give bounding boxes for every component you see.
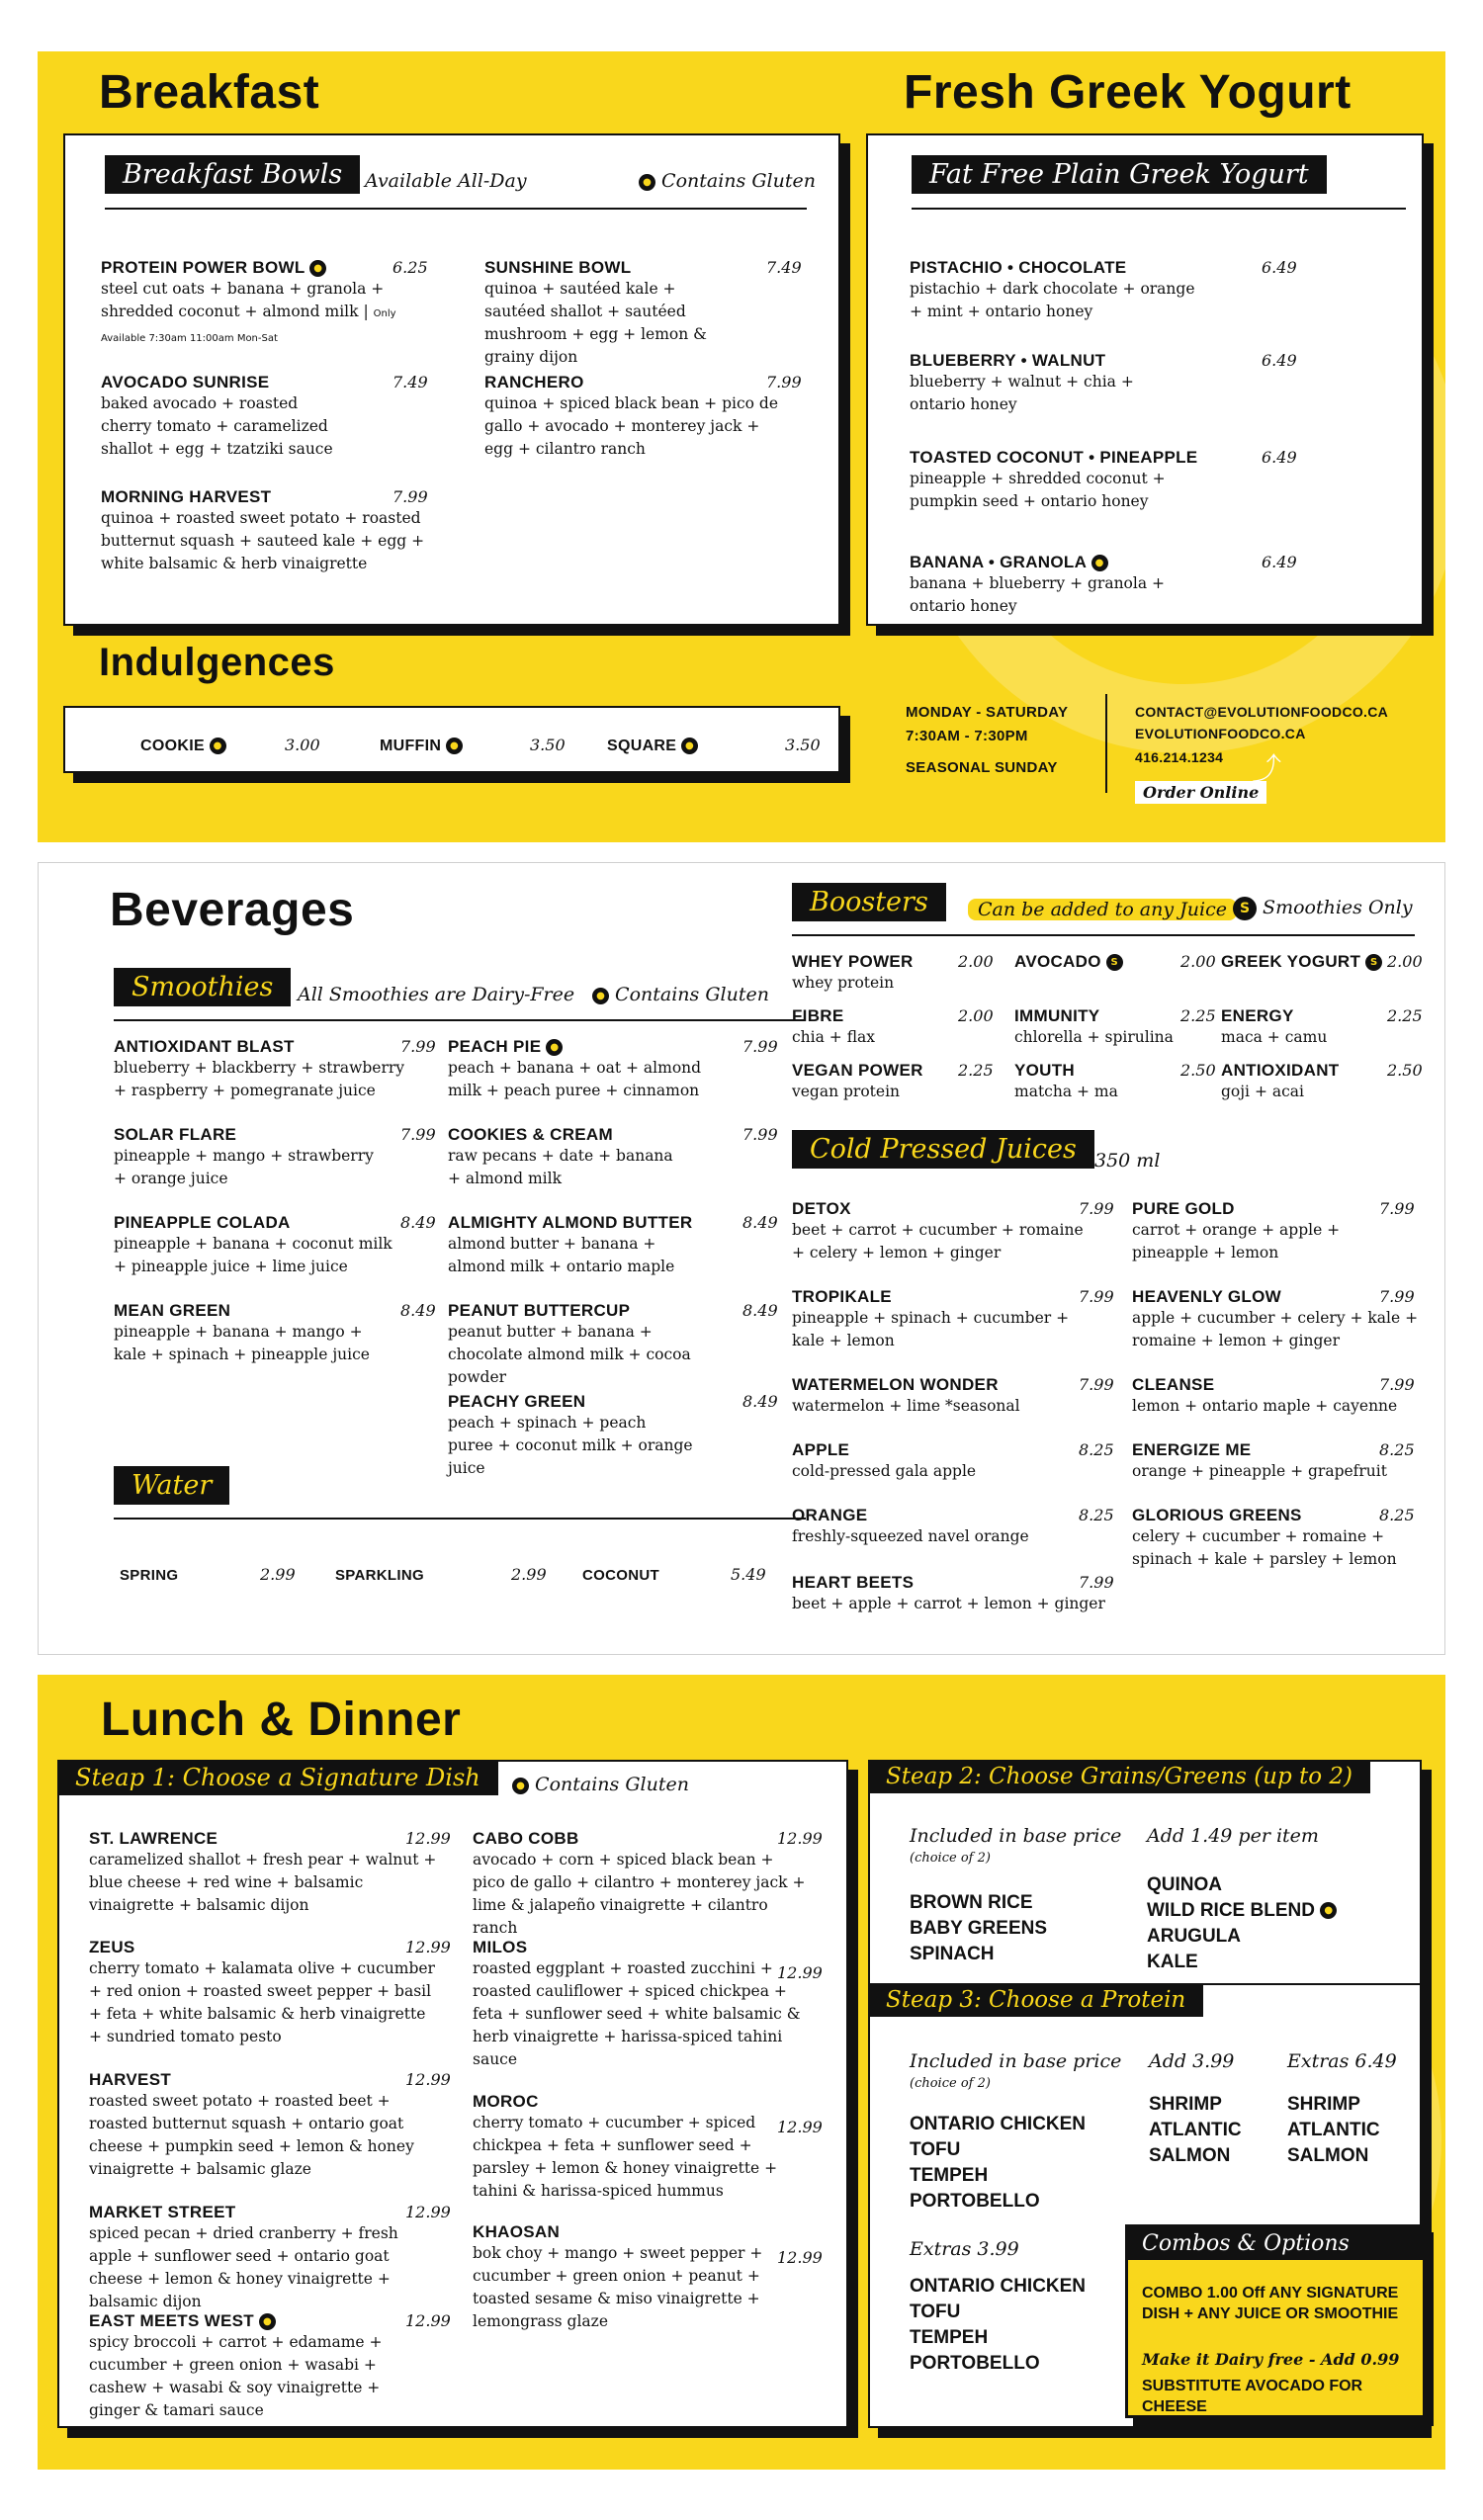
combo-deal: COMBO 1.00 Off ANY SIGNATURE DISH + ANY JUICE OR SMOOTHIE xyxy=(1142,2285,1399,2322)
dish-item: KHAOSAN 12.99 bok choy + mango + sweet pepper + cucumber + green onion + peanut + toasted sesame & miso vinaigrette + lemongrass glaze xyxy=(473,2222,823,2330)
dairy-free-option: Make it Dairy free - Add 0.99 xyxy=(1142,2350,1400,2369)
smoothies-only-legend: S Smoothies Only xyxy=(1233,897,1413,920)
dish-item: EAST MEETS WEST ● 12.99 spicy broccoli + carrot + edamame + cucumber + green onion + wasabi + cashew + wasabi & soy vinaigrette + ginger & tamari sauce xyxy=(89,2311,451,2419)
beverages-panel: Beverages Smoothies All Smoothies are Dairy-Free ● Contains Gluten ANTIOXIDANT BLAST 7.99 blueberry + blackberry + strawberry + raspberry + pomegranate juice SOLAR FLARE 7.99 pineapple + mango + strawberry + orange juice PINEAPPLE COLADA 8.49 pineapple + banana + coconut milk + pineapple juice + lime juice MEAN GREEN 8.49 pineapple + banana + mango + kale + spinach + pineapple juice PEACH PIE ● 7.99 peach + banana + oat + almond milk + peach puree + cinnamon COOKIES & CREAM 7.99 raw pecans + date + banana + almond milk ALMIGHTY ALMOND BUTTER 8.49 almond butter + banana + almond milk + ontario maple PEANUT BUTTERCUP 8.49 peanut butter + banana + chocolate almond milk + cocoa powder PEACHY GREEN 8.49 peach + spinach + peach puree + coconut milk + orange juice Water SPRING 2.99 SPARKLING 2.99 COCONUT 5.49 Boosters Can be added to any Juice S Smoothies Only WHEY POWER 2.00 whey protein FIBRE 2.00 chia + flax VEGAN POWER 2.25 vegan protein AVOCADO S 2.00 IMMUNITY 2.25 chlorella + spirulina YOUTH 2.50 matcha + ma GREEK YOGURT S 2.00 ENERGY 2.25 maca + camu ANTIOXIDANT 2.50 goji + acai Cold Pressed Juices 350 ml DETOX 7.99 beet + carrot + cucumber + romaine + celery + lemon + ginger TROPIKALE 7.99 pineapple + spinach + cucumber + kale + lemon WATERMELON WONDER 7.99 watermelon + lime *seasonal APPLE 8.25 cold-pressed gala apple ORANGE 8.25 freshly-squeezed navel orange HEART BEETS 7.99 beet + apple + carrot + lemon + ginger PURE GOLD 7.99 carrot + orange + apple + pineapple + lemon HEAVENLY GLOW 7.99 apple + cucumber + celery + kale + romaine + lemon + ginger CLEANSE 7.99 lemon + ontario maple + cayenne ENERGIZE ME 8.25 orange + pineapple + grapefruit GLORIOUS GREENS 8.25 celery + cucumber + romaine + spinach + kale + parsley + lemon xyxy=(38,862,1445,1655)
menu-item: BANANA • GRANOLA ● 6.49 banana + blueberry + granola + ontario honey xyxy=(910,553,1297,615)
extra649-proteins-list: SHRIMP ATLANTIC SALMON xyxy=(1287,2094,1380,2166)
step2-tag: Steap 2: Choose Grains/Greens (up to 2) xyxy=(868,1760,1370,1793)
signature-dish-box xyxy=(57,1760,848,2428)
booster-item: ENERGY 2.25 maca + camu xyxy=(1221,1006,1423,1046)
juice-item: HEART BEETS 7.99 beet + apple + carrot + lemon + ginger xyxy=(792,1573,1114,1612)
lunch-title: Lunch & Dinner xyxy=(101,1694,462,1746)
add-399: Add 3.99 xyxy=(1149,2050,1235,2072)
dish-item: MOROC 12.99 cherry tomato + cucumber + spiced chickpea + feta + sunflower seed + parsley + lemon & honey vinaigrette + tahini & harissa-spiced hummus xyxy=(473,2092,823,2200)
juice-item: WATERMELON WONDER 7.99 watermelon + lime *seasonal xyxy=(792,1375,1114,1415)
gluten-icon: ● xyxy=(446,738,463,754)
dish-item: MARKET STREET 12.99 spiced pecan + dried cranberry + fresh apple + sunflower seed + ontario goat cheese + lemon & honey vinaigrette + balsamic dijon xyxy=(89,2203,451,2310)
included-base-price: Included in base price xyxy=(910,1825,1122,1847)
extras-649: Extras 6.49 xyxy=(1287,2050,1397,2072)
dish-item: ST. LAWRENCE 12.99 caramelized shallot + fresh pear + walnut + blue cheese + red wine + balsamic vinaigrette + balsamic dijon xyxy=(89,1829,451,1914)
smoothie-only-icon: S xyxy=(1106,954,1123,971)
contains-gluten-legend: ● Contains Gluten xyxy=(512,1774,689,1795)
gluten-icon: ● xyxy=(512,1778,529,1794)
extra-grains-list: QUINOA WILD RICE BLEND ● ARUGULA KALE xyxy=(1147,1872,1337,1975)
gluten-icon: ● xyxy=(210,738,226,754)
smoothie-only-icon: S xyxy=(1365,954,1382,971)
booster-item: YOUTH 2.50 matcha + ma xyxy=(1014,1061,1216,1100)
extras-399: Extras 3.99 xyxy=(910,2238,1019,2260)
booster-item: AVOCADO S 2.00 xyxy=(1014,952,1216,971)
juice-item: DETOX 7.99 beet + carrot + cucumber + romaine + celery + lemon + ginger xyxy=(792,1199,1114,1261)
indulgences-box: COOKIE ● 3.00 MUFFIN ● 3.50 SQUARE ● 3.50 xyxy=(63,706,840,773)
menu-item: AVOCADO SUNRISE 7.49 baked avocado + roasted cherry tomato + caramelized shallot + egg + tzatziki sauce xyxy=(101,373,428,458)
water-tag: Water xyxy=(114,1466,229,1505)
yogurt-tag: Fat Free Plain Greek Yogurt xyxy=(912,155,1327,194)
add-149: Add 1.49 per item xyxy=(1147,1825,1319,1847)
included-base-price: Included in base price xyxy=(910,2050,1122,2072)
juice-item: GLORIOUS GREENS 8.25 celery + cucumber + romaine + spinach + kale + parsley + lemon xyxy=(1132,1506,1415,1568)
contact-email[interactable]: CONTACT@EVOLUTIONFOODCO.CA xyxy=(1135,704,1389,720)
info-divider xyxy=(1105,694,1107,793)
juices-size: 350 ml xyxy=(1094,1150,1161,1172)
menu-item: PEANUT BUTTERCUP 8.49 peanut butter + banana + chocolate almond milk + cocoa powder xyxy=(448,1301,778,1386)
contains-gluten-legend: ● Contains Gluten xyxy=(639,170,816,192)
combos-tag: Combos & Options xyxy=(1128,2227,1423,2260)
juice-item: CLEANSE 7.99 lemon + ontario maple + cayenne xyxy=(1132,1375,1415,1415)
juice-item: PURE GOLD 7.99 carrot + orange + apple + pineapple + lemon xyxy=(1132,1199,1415,1261)
booster-item: VEGAN POWER 2.25 vegan protein xyxy=(792,1061,994,1100)
menu-item: PROTEIN POWER BOWL ● 6.25 steel cut oats + banana + granola + shredded coconut + almond milk | Only Available 7:30am 11:00am Mon-Sat xyxy=(101,258,428,344)
indulgences-title: Indulgences xyxy=(99,641,335,684)
juice-item: ORANGE 8.25 freshly-squeezed navel orange xyxy=(792,1506,1114,1545)
gluten-icon: ● xyxy=(1091,555,1108,571)
boosters-note: Can be added to any Juice xyxy=(968,899,1237,920)
menu-item: COOKIES & CREAM 7.99 raw pecans + date + banana + almond milk xyxy=(448,1125,778,1187)
website-link[interactable]: EVOLUTIONFOODCO.CA xyxy=(1135,726,1306,741)
gluten-icon: ● xyxy=(259,2313,276,2330)
juices-tag: Cold Pressed Juices xyxy=(792,1130,1094,1169)
smoothies-tag: Smoothies xyxy=(114,968,291,1006)
seasonal-sunday: SEASONAL SUNDAY xyxy=(906,759,1058,776)
step3-tag: Steap 3: Choose a Protein xyxy=(868,1983,1203,2017)
menu-item: SOLAR FLARE 7.99 pineapple + mango + strawberry + orange juice xyxy=(114,1125,436,1187)
menu-item: MEAN GREEN 8.49 pineapple + banana + mango + kale + spinach + pineapple juice xyxy=(114,1301,436,1363)
menu-item: PISTACHIO • CHOCOLATE 6.49 pistachio + dark chocolate + orange + mint + ontario honey xyxy=(910,258,1297,320)
order-online-button[interactable]: Order Online xyxy=(1135,781,1266,804)
add-proteins-list: SHRIMP ATLANTIC SALMON xyxy=(1149,2094,1242,2166)
combos-box xyxy=(1125,2224,1426,2418)
phone-number[interactable]: 416.214.1234 xyxy=(1135,749,1224,765)
dish-item: MILOS 12.99 roasted eggplant + roasted zucchini + roasted cauliflower + spiced chickpea + feta + sunflower seed + white balsamic & herb vinaigrette + harissa-spiced tahini sauce xyxy=(473,1938,823,2068)
arrow-up-icon: ⤴ xyxy=(1252,752,1281,787)
breakfast-bowls-box xyxy=(63,133,840,626)
menu-item: PEACH PIE ● 7.99 peach + banana + oat + almond milk + peach puree + cinnamon xyxy=(448,1037,778,1099)
juice-item: APPLE 8.25 cold-pressed gala apple xyxy=(792,1440,1114,1480)
choice-of-2: (choice of 2) xyxy=(910,2076,991,2091)
contains-gluten-legend: ● Contains Gluten xyxy=(592,984,769,1005)
available-all-day: Available All-Day xyxy=(365,170,527,192)
base-proteins-list: ONTARIO CHICKEN TOFU TEMPEH PORTOBELLO xyxy=(910,2114,1087,2212)
menu-item: ALMIGHTY ALMOND BUTTER 8.49 almond butter + banana + almond milk + ontario maple xyxy=(448,1213,778,1275)
lunch-panel xyxy=(38,1675,1445,2470)
booster-item: WHEY POWER 2.00 whey protein xyxy=(792,952,994,992)
yogurt-title: Fresh Greek Yogurt xyxy=(904,66,1352,119)
step1-tag: Steap 1: Choose a Signature Dish xyxy=(57,1760,498,1795)
gluten-icon: ● xyxy=(309,260,326,277)
booster-item: ANTIOXIDANT 2.50 goji + acai xyxy=(1221,1061,1423,1100)
substitute-avocado: SUBSTITUTE AVOCADO FOR CHEESE xyxy=(1142,2378,1363,2415)
breakfast-panel xyxy=(38,51,1445,842)
menu-item: TOASTED COCONUT • PINEAPPLE 6.49 pineapple + shredded coconut + pumpkin seed + ontario honey xyxy=(910,448,1297,510)
menu-item: BLUEBERRY • WALNUT 6.49 blueberry + walnut + chia + ontario honey xyxy=(910,351,1297,413)
dish-item: CABO COBB 12.99 avocado + corn + spiced black bean + pico de gallo + cilantro + monterey jack + lime & jalapeño vinaigrette + cilantro ranch xyxy=(473,1829,823,1937)
hours-time: 7:30AM - 7:30PM xyxy=(906,728,1028,744)
dish-item: ZEUS 12.99 cherry tomato + kalamata olive + cucumber + red onion + roasted sweet pepper + basil + feta + white balsamic & herb vinaigrette + sundried tomato pesto xyxy=(89,1938,451,2045)
breakfast-bowls-tag: Breakfast Bowls xyxy=(105,155,360,194)
menu-item: SUNSHINE BOWL 7.49 quinoa + sautéed kale + sautéed shallot + sautéed mushroom + egg + lemon & grainy dijon xyxy=(484,258,802,366)
juice-item: TROPIKALE 7.99 pineapple + spinach + cucumber + kale + lemon xyxy=(792,1287,1114,1349)
gluten-icon: ● xyxy=(546,1039,563,1056)
booster-item: GREEK YOGURT S 2.00 xyxy=(1221,952,1423,971)
beverages-title: Beverages xyxy=(110,884,355,936)
menu-item: RANCHERO 7.99 quinoa + spiced black bean + pico de gallo + avocado + monterey jack + egg + cilantro ranch xyxy=(484,373,802,458)
booster-item: FIBRE 2.00 chia + flax xyxy=(792,1006,994,1046)
smoothie-only-icon: S xyxy=(1233,897,1257,920)
juice-item: ENERGIZE ME 8.25 orange + pineapple + grapefruit xyxy=(1132,1440,1415,1480)
gluten-icon: ● xyxy=(681,738,698,754)
breakfast-title: Breakfast xyxy=(99,66,320,119)
gluten-icon: ● xyxy=(639,174,655,191)
menu-item: PEACHY GREEN 8.49 peach + spinach + peach puree + coconut milk + orange juice xyxy=(448,1392,778,1477)
yogurt-box xyxy=(866,133,1424,626)
dairy-free-note: All Smoothies are Dairy-Free xyxy=(298,984,575,1005)
dish-item: HARVEST 12.99 roasted sweet potato + roasted beet + roasted butternut squash + ontario goat cheese + pumpkin seed + lemon & honey vinaigrette + balsamic glaze xyxy=(89,2070,451,2178)
extra399-proteins-list: ONTARIO CHICKEN TOFU TEMPEH PORTOBELLO xyxy=(910,2276,1087,2374)
boosters-tag: Boosters xyxy=(792,883,946,921)
booster-item: IMMUNITY 2.25 chlorella + spirulina xyxy=(1014,1006,1216,1046)
gluten-icon: ● xyxy=(592,988,609,1004)
menu-item: MORNING HARVEST 7.99 quinoa + roasted sweet potato + roasted butternut squash + sauteed kale + egg + white balsamic & herb vinaigrette xyxy=(101,487,428,572)
juice-item: HEAVENLY GLOW 7.99 apple + cucumber + celery + kale + romaine + lemon + ginger xyxy=(1132,1287,1419,1349)
menu-item: PINEAPPLE COLADA 8.49 pineapple + banana + coconut milk + pineapple juice + lime juice xyxy=(114,1213,436,1275)
gluten-icon: ● xyxy=(1320,1902,1337,1919)
menu-item: ANTIOXIDANT BLAST 7.99 blueberry + blackberry + strawberry + raspberry + pomegranate juice xyxy=(114,1037,436,1099)
choice-of-2: (choice of 2) xyxy=(910,1851,991,1866)
base-grains-list: BROWN RICE BABY GREENS SPINACH xyxy=(910,1892,1048,1964)
hours-days: MONDAY - SATURDAY xyxy=(906,704,1069,721)
